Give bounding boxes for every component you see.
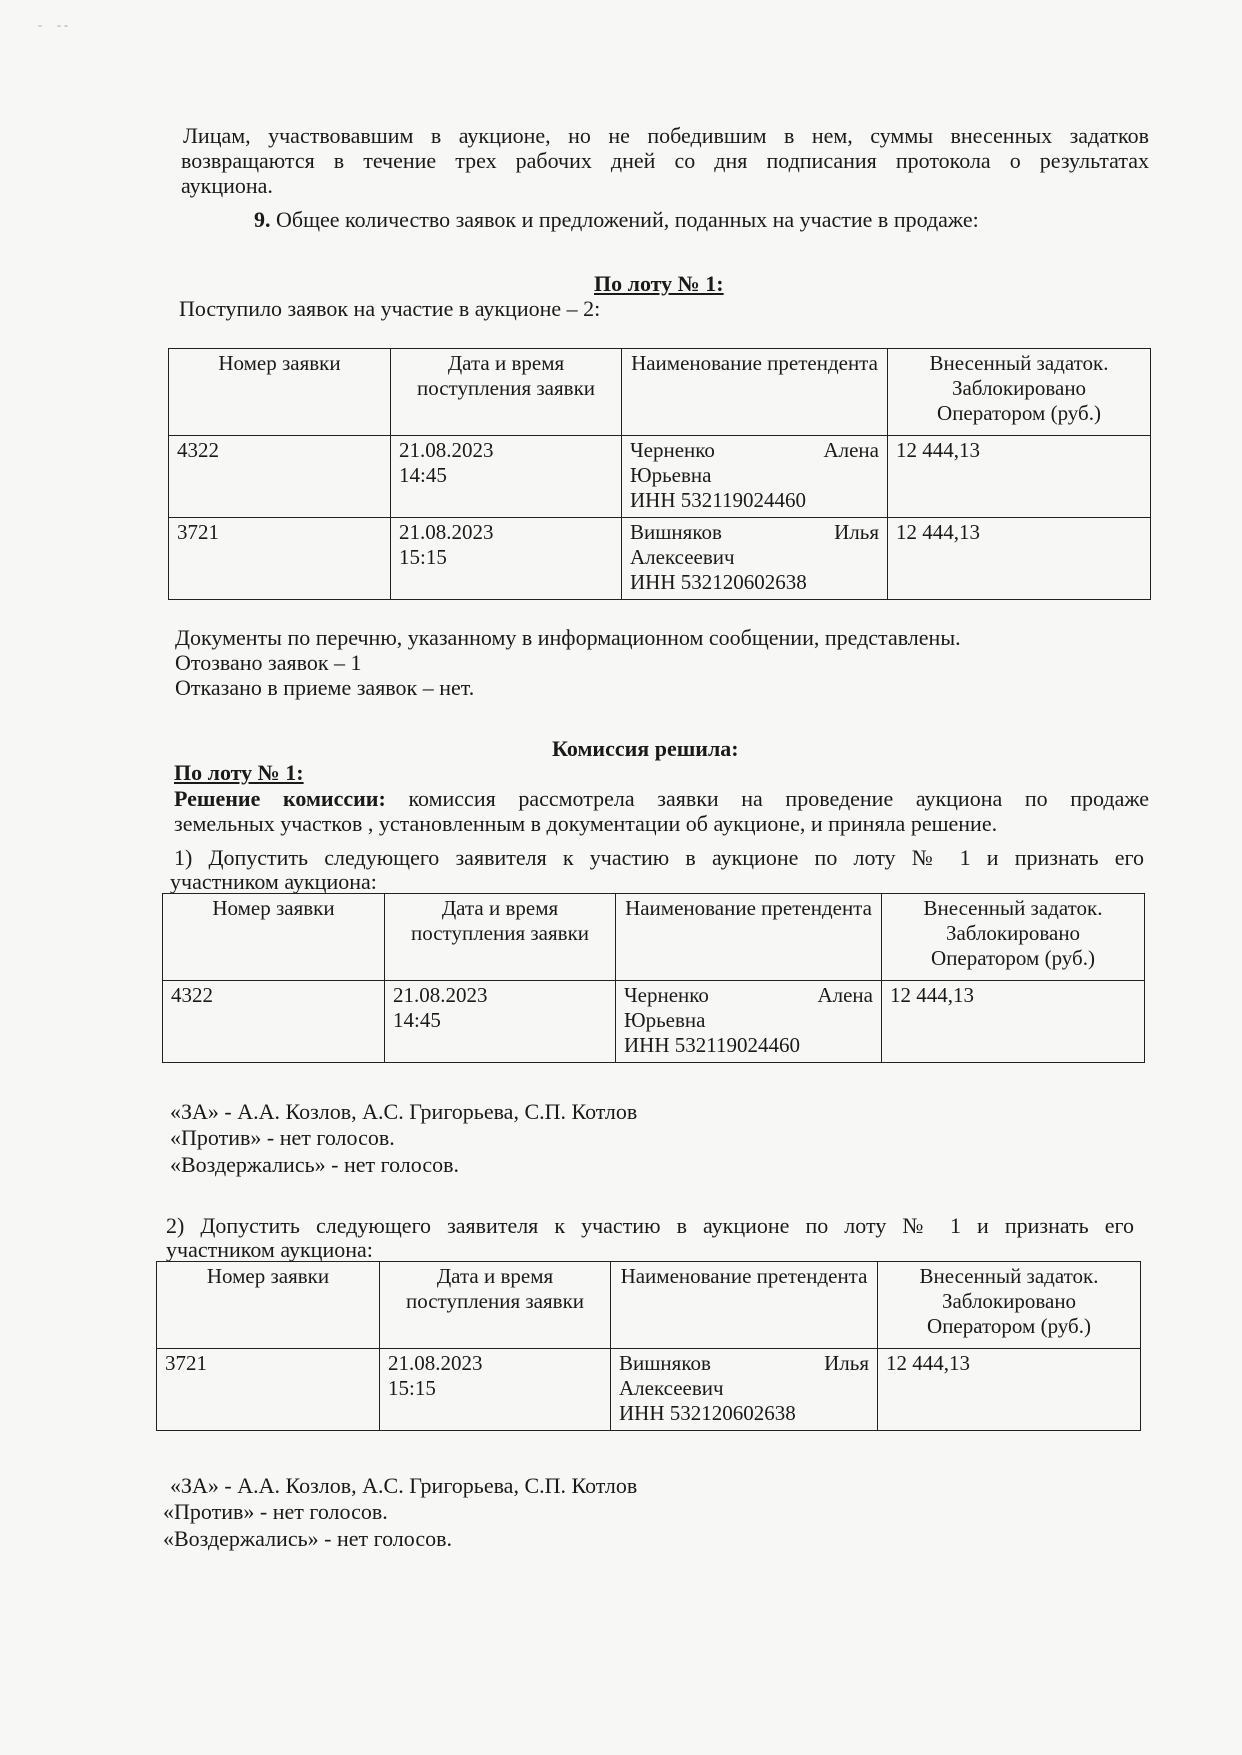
header-datetime: Дата и время поступления заявки xyxy=(391,349,622,436)
table-header-row xyxy=(163,894,1145,981)
decision-item-1-line-2: участником аукциона: xyxy=(170,869,377,894)
cell-time: 14:45 xyxy=(399,463,447,487)
cell-applicant xyxy=(622,518,888,600)
table-row xyxy=(169,436,1151,518)
applicant-patronymic: Алексеевич xyxy=(619,1376,724,1400)
header-applicant: Наименование претендента xyxy=(616,894,882,981)
cell-date: 21.08.2023 xyxy=(399,520,494,544)
applicant-inn: ИНН 532119024460 xyxy=(630,488,806,512)
header-applicant: Наименование претендента xyxy=(622,349,888,436)
cell-time: 15:15 xyxy=(399,545,447,569)
votes-for-1: «ЗА» - А.А. Козлов, А.С. Григорьева, С.П. Котлов xyxy=(170,1099,638,1124)
decision-item-1-line-1: 1) Допустить следующего заявителя к участию в аукционе по лоту № 1 и признать его xyxy=(174,845,1144,870)
intro-line-1: Лицам, участвовавшим в аукционе, но не победившим в нем, суммы внесенных задатков xyxy=(183,123,1149,148)
cell-deposit: 12 444,13 xyxy=(882,981,1145,1063)
applicant-inn: ИНН 532120602638 xyxy=(619,1401,796,1425)
applicant-inn: ИНН 532120602638 xyxy=(630,570,807,594)
cell-time: 14:45 xyxy=(393,1008,441,1032)
cell-time: 15:15 xyxy=(388,1376,436,1400)
applicant-first-name: Алена xyxy=(817,983,873,1007)
applicant-surname: Вишняков xyxy=(630,520,722,544)
header-deposit: Внесенный задаток. Заблокировано Оператором (руб.) xyxy=(888,349,1151,436)
cell-datetime xyxy=(380,1349,611,1431)
intro-line-2: возвращаются в течение трех рабочих дней со дня подписания протокола о результатах xyxy=(181,148,1149,173)
cell-date: 21.08.2023 xyxy=(388,1351,483,1375)
applicant-first-name: Илья xyxy=(824,1351,869,1375)
cell-datetime xyxy=(385,981,616,1063)
lot1-heading: По лоту № 1: xyxy=(594,271,724,296)
scan-mark: - - - xyxy=(38,18,68,32)
refused-note: Отказано в приеме заявок – нет. xyxy=(175,675,475,700)
applicant-first-name: Илья xyxy=(834,520,879,544)
votes-abstained-1: «Воздержались» - нет голосов. xyxy=(170,1152,459,1177)
cell-deposit: 12 444,13 xyxy=(888,436,1151,518)
applicant-surname: Вишняков xyxy=(619,1351,711,1375)
votes-against-2: «Против» - нет голосов. xyxy=(163,1499,388,1524)
cell-applicant xyxy=(616,981,882,1063)
intro-line-3: аукциона. xyxy=(181,173,273,198)
cell-number: 4322 xyxy=(163,981,385,1063)
votes-against-1: «Против» - нет голосов. xyxy=(170,1125,395,1150)
cell-number: 3721 xyxy=(157,1349,380,1431)
item-9-text: Общее количество заявок и предложений, поданных на участие в продаже: xyxy=(270,207,979,232)
cell-number: 4322 xyxy=(169,436,391,518)
table-row xyxy=(163,981,1145,1063)
applicant-patronymic: Юрьевна xyxy=(624,1008,706,1032)
header-number: Номер заявки xyxy=(163,894,385,981)
decision-heading: Комиссия решила: xyxy=(552,736,739,761)
cell-deposit: 12 444,13 xyxy=(888,518,1151,600)
header-applicant: Наименование претендента xyxy=(611,1262,878,1349)
cell-applicant xyxy=(622,436,888,518)
cell-applicant xyxy=(611,1349,878,1431)
item-9 xyxy=(254,208,979,231)
applicant-patronymic: Юрьевна xyxy=(630,463,712,487)
header-deposit: Внесенный задаток. Заблокировано Оператором (руб.) xyxy=(882,894,1145,981)
header-datetime: Дата и время поступления заявки xyxy=(380,1262,611,1349)
decision-text-line-2: земельных участков , установленным в документации об аукционе, и приняла решение. xyxy=(174,811,998,836)
applicant-first-name: Алена xyxy=(823,438,879,462)
cell-date: 21.08.2023 xyxy=(399,438,494,462)
applicant-surname: Черненко xyxy=(630,438,715,462)
decision-item-2-line-1: 2) Допустить следующего заявителя к участию в аукционе по лоту № 1 и признать его xyxy=(166,1213,1134,1238)
table-row xyxy=(157,1349,1141,1431)
decision-item-2-line-2: участником аукциона: xyxy=(166,1237,373,1262)
decision-text: комиссия рассмотрела заявки на проведение аукциона по продаже xyxy=(385,786,1150,811)
applicant-inn: ИНН 532119024460 xyxy=(624,1033,800,1057)
table-row xyxy=(169,518,1151,600)
applicant-patronymic: Алексеевич xyxy=(630,545,735,569)
table-header-row xyxy=(169,349,1151,436)
decision-label: Решение комиссии: xyxy=(174,786,386,811)
applications-table xyxy=(168,348,1151,600)
table-header-row xyxy=(157,1262,1141,1349)
header-deposit: Внесенный задаток. Заблокировано Оператором (руб.) xyxy=(878,1262,1141,1349)
cell-datetime xyxy=(391,518,622,600)
lot1-received: Поступило заявок на участие в аукционе – 2: xyxy=(179,296,601,321)
withdrawn-note: Отозвано заявок – 1 xyxy=(175,650,362,675)
votes-for-2: «ЗА» - А.А. Козлов, А.С. Григорьева, С.П. Котлов xyxy=(170,1473,638,1498)
docs-note: Документы по перечню, указанному в информационном сообщении, представлены. xyxy=(175,625,961,650)
cell-deposit: 12 444,13 xyxy=(878,1349,1141,1431)
votes-abstained-2: «Воздержались» - нет голосов. xyxy=(163,1526,452,1551)
cell-date: 21.08.2023 xyxy=(393,983,488,1007)
header-number: Номер заявки xyxy=(157,1262,380,1349)
item-9-number: 9. xyxy=(254,207,271,232)
cell-datetime xyxy=(391,436,622,518)
admitted-table-2 xyxy=(156,1261,1141,1431)
admitted-table-1 xyxy=(162,893,1145,1063)
header-datetime: Дата и время поступления заявки xyxy=(385,894,616,981)
decision-text-line-1 xyxy=(174,787,1149,810)
decision-lot-heading: По лоту № 1: xyxy=(174,760,304,785)
applicant-surname: Черненко xyxy=(624,983,709,1007)
header-number: Номер заявки xyxy=(169,349,391,436)
cell-number: 3721 xyxy=(169,518,391,600)
